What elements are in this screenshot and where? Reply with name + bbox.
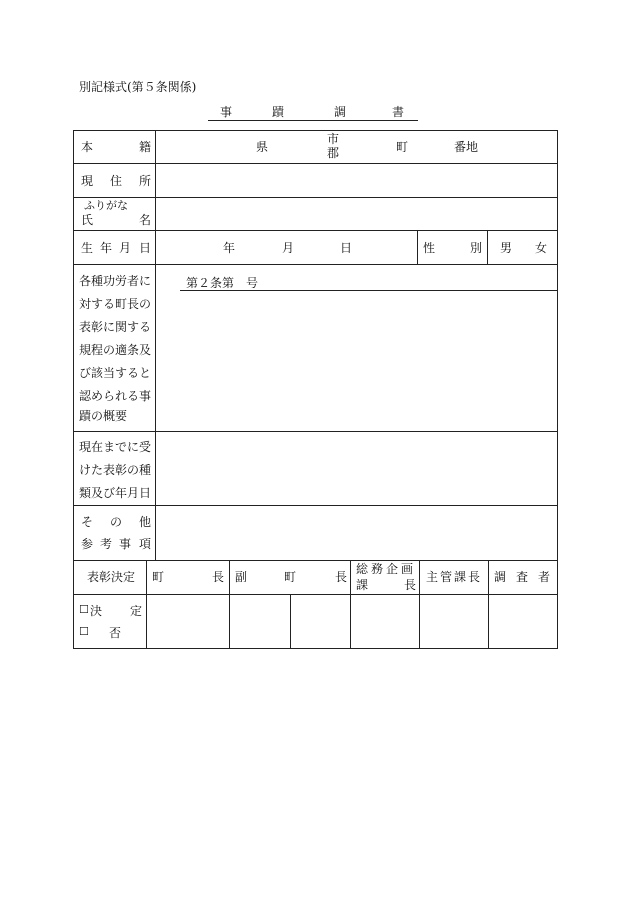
label-sex-char: 性 [423, 241, 436, 255]
investigator-label-char: 者 [538, 570, 551, 584]
label-sex-char: 別 [470, 241, 483, 255]
chief-seal-box[interactable] [420, 595, 488, 648]
title-char: 事 [220, 105, 233, 119]
mayor-label-char: 町 [152, 570, 165, 584]
city-unit: 市 [327, 132, 340, 146]
label-honseki-char: 籍 [139, 140, 152, 154]
past-awards-field[interactable] [156, 432, 557, 505]
title-char: 書 [392, 105, 405, 119]
label-achievement-line: 認められる事 [79, 389, 152, 403]
label-achievement-line: 対する町長の [79, 297, 152, 311]
mayor-seal-box[interactable] [147, 595, 229, 648]
title-char: 蹟 [272, 105, 285, 119]
label-remarks-char: 項 [139, 537, 152, 551]
investigator-label-char: 査 [516, 570, 529, 584]
label-birth-char: 生 [81, 241, 94, 255]
mayor-label-char: 長 [212, 570, 225, 584]
label-remarks-char: 参 [81, 537, 94, 551]
deputy-mayor-label-char: 副 [235, 570, 248, 584]
day-unit: 日 [340, 241, 353, 255]
sex-option-female[interactable]: 女 [535, 241, 548, 255]
label-name-char: 名 [139, 213, 152, 227]
deputy-mayor-seal-box-1[interactable] [230, 595, 290, 648]
label-address-char: 住 [110, 174, 123, 188]
decide-option-char: 決 [90, 604, 103, 618]
achievement-field[interactable] [156, 292, 557, 431]
label-honseki-char: 本 [81, 140, 94, 154]
label-birth-char: 年 [100, 241, 113, 255]
planning-seal-box[interactable] [351, 595, 419, 648]
investigator-label-char: 調 [494, 570, 507, 584]
chief-label: 主管課長 [426, 570, 483, 584]
label-address-char: 現 [81, 174, 94, 188]
decide-option-char: 定 [130, 604, 143, 618]
label-past-awards-line: 類及び年月日 [79, 486, 152, 500]
county-unit: 郡 [327, 146, 340, 160]
label-achievement-line: 規程の適条及 [79, 343, 152, 357]
title-char: 調 [334, 105, 347, 119]
label-name-char: 氏 [81, 213, 94, 227]
label-remarks-char: 事 [119, 537, 132, 551]
label-past-awards-line: けた表彰の種 [79, 463, 152, 477]
investigator-seal-box[interactable] [489, 595, 557, 648]
address-field[interactable] [156, 164, 557, 197]
label-achievement-line: び該当すると [79, 366, 152, 380]
month-unit: 月 [282, 241, 295, 255]
reject-option: 否 [109, 626, 122, 640]
furigana-label: ふりがな [84, 199, 128, 212]
label-past-awards-line: 現在までに受 [79, 440, 152, 454]
lot-unit: 番地 [454, 140, 479, 154]
article-reference: 第２条第 号 [186, 276, 259, 290]
remarks-field[interactable] [156, 506, 557, 560]
birthdate-field[interactable] [156, 231, 417, 264]
label-achievement-line: 表彰に関する [79, 320, 152, 334]
town-unit: 町 [396, 140, 409, 154]
deputy-mayor-seal-box-2[interactable] [291, 595, 350, 648]
prefecture-unit: 県 [256, 140, 269, 154]
honseki-field[interactable] [156, 131, 557, 163]
form-label: 別記様式(第５条関係) [79, 80, 197, 94]
label-remarks-char: の [110, 515, 123, 529]
label-achievement-line: 各種功労者に [79, 274, 152, 288]
label-birth-char: 月 [119, 241, 132, 255]
planning-label-line1: 総務企画 [356, 562, 417, 576]
year-unit: 年 [223, 241, 236, 255]
name-field[interactable] [156, 198, 557, 230]
label-address-char: 所 [139, 174, 152, 188]
label-achievement-line: 蹟の概要 [79, 409, 128, 423]
decision-label: 表彰決定 [87, 570, 136, 584]
sex-option-male[interactable]: 男 [500, 241, 513, 255]
planning-label-char: 課 [356, 578, 369, 592]
label-birth-char: 日 [139, 241, 152, 255]
deputy-mayor-label-char: 町 [284, 570, 297, 584]
decide-checkbox[interactable]: ☐ [79, 603, 89, 616]
reject-checkbox[interactable]: ☐ [79, 625, 89, 638]
document-title [208, 104, 418, 120]
planning-label-char: 長 [404, 578, 417, 592]
label-remarks-char: そ [81, 515, 94, 529]
label-remarks-char: 他 [139, 515, 152, 529]
title-underline [208, 120, 418, 121]
label-remarks-char: 考 [100, 537, 113, 551]
deputy-mayor-label-char: 長 [335, 570, 348, 584]
